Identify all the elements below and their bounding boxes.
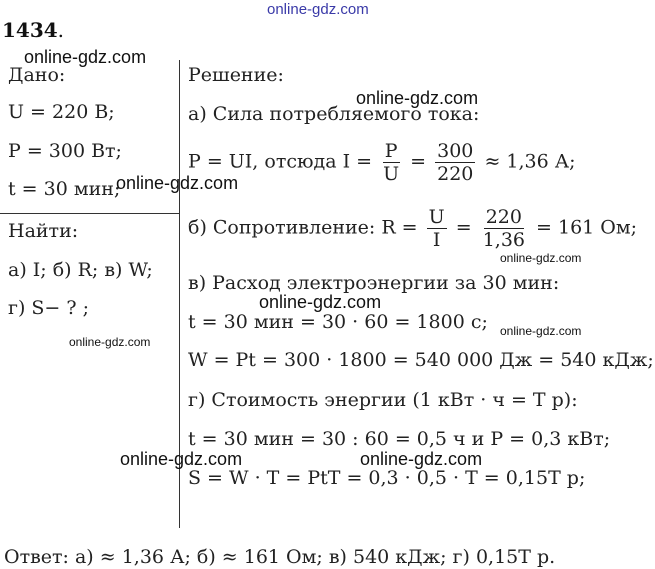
find-label: Найти: xyxy=(8,220,79,242)
solution-d-line: t = 30 мин = 30 : 60 = 0,5 ч и P = 0,3 кВт; xyxy=(188,428,611,450)
solution-d-heading: г) Стоимость энергии (1 кВт · ч = T р): xyxy=(188,389,578,411)
watermark: online-gdz.com xyxy=(360,449,483,469)
watermark: online-gdz.com xyxy=(116,173,239,193)
watermark: online-gdz.com xyxy=(500,324,582,338)
given-line: P = 300 Вт; xyxy=(8,140,122,162)
solution-a-heading: а) Сила потребляемого тока: xyxy=(188,103,480,125)
answer-line: Ответ: а) ≈ 1,36 А; б) ≈ 161 Ом; в) 540 кДж; г) 0,15T р. xyxy=(4,546,556,568)
solution-c-heading: в) Расход электроэнергии за 30 мин: xyxy=(188,272,560,294)
fraction-p-over-u: $\frac{P}{U}$ xyxy=(383,140,400,185)
solution-label: Решение: xyxy=(188,64,284,86)
find-line: а) I; б) R; в) W; xyxy=(8,259,153,281)
watermark: online-gdz.com xyxy=(69,335,151,349)
find-line: г) S− ? ; xyxy=(8,297,90,319)
given-line: t = 30 мин; xyxy=(8,178,121,200)
horizontal-divider xyxy=(0,213,180,214)
watermark: online-gdz.com xyxy=(356,88,479,108)
watermark: online-gdz.com xyxy=(24,47,147,67)
watermark: online-gdz.com xyxy=(500,251,582,265)
fraction-220-over-1-36: $\frac{220}{1,36}$ xyxy=(482,206,525,251)
problem-number: 1434. xyxy=(2,18,65,42)
watermark-top: online-gdz.com xyxy=(267,1,369,18)
solution-d-line: S = W · T = PtT = 0,3 · 0,5 · T = 0,15T р; xyxy=(188,467,586,489)
watermark: online-gdz.com xyxy=(259,292,382,312)
solution-c-line: W = Pt = 300 · 1800 = 540 000 Дж = 540 кДж; xyxy=(188,349,654,371)
fraction-u-over-i: $\frac{U}{I}$ xyxy=(428,206,445,251)
watermark: online-gdz.com xyxy=(120,449,243,469)
given-line: U = 220 В; xyxy=(8,101,115,123)
fraction-300-over-220: $\frac{300}{220}$ xyxy=(437,140,474,185)
solution-c-line: t = 30 мин = 30 · 60 = 1800 с; xyxy=(188,311,488,333)
solution-b-formula: б) Сопротивление: R = $\frac{U}{I}$ = $\frac{220}{1,36}$ = 161 Ом; xyxy=(188,206,638,251)
given-label: Дано: xyxy=(8,64,66,86)
solution-a-formula: P = UI, отсюда I = $\frac{P}{U}$ = $\frac{300}{220}$ ≈ 1,36 А; xyxy=(188,140,576,185)
